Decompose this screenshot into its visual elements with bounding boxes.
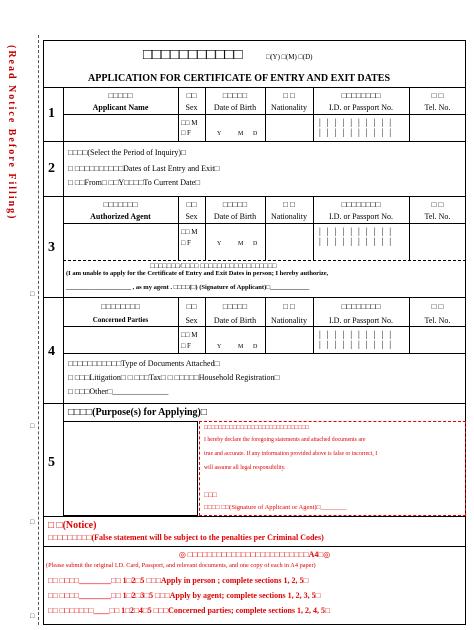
dob-month-label: M <box>238 241 244 247</box>
section-number: 2 <box>48 161 55 176</box>
id-number-boxes[interactable]: |||||||||| <box>319 117 398 127</box>
dob-day-label: D <box>253 344 258 350</box>
authorize-en: (I am unable to apply for the Certificate of Entry and Exit Dates in person; I hereby authorize, <box>66 270 329 277</box>
col-sex-zh: □□ <box>186 91 197 100</box>
documents-options[interactable]: □ □□□Litigation□ □ □□□Tax□ □ □□□□□Household Registration□ <box>68 373 280 382</box>
dob-day-label: D <box>253 131 258 137</box>
col-dob-en: Date of Birth <box>213 212 257 221</box>
col-tel-zh: □ □ <box>431 91 444 100</box>
declaration-en: I hereby declare the foregoing statements and attached documents are <box>204 437 366 443</box>
col-id-en: I.D. or Passport No. <box>329 316 393 325</box>
col-sex-en: Sex <box>185 212 198 221</box>
date-type-options: □(Y) □(M) □(D) <box>266 53 313 61</box>
period-title: □□□□(Select the Period of Inquiry)□ <box>68 148 186 157</box>
dob-day-label: D <box>253 241 258 247</box>
col-id-en: I.D. or Passport No. <box>329 212 393 221</box>
purpose-title: □□□□(Purpose(s) for Applying)□ <box>68 407 207 418</box>
col-tel-en: Tel. No. <box>424 103 451 112</box>
col-name-en: Applicant Name <box>92 103 149 112</box>
documents-other[interactable]: □ □□□Other□______________ <box>68 387 169 396</box>
col-nat-en: Nationality <box>271 212 307 221</box>
sex-male-checkbox[interactable]: □□ M <box>181 228 198 236</box>
notice-line-parties: □□ □□□□□□□____□□ 1□2□4□5 □□□Concerned parties; complete sections 1, 2, 4, 5□ <box>48 606 330 615</box>
sex-male-checkbox[interactable]: □□ M <box>181 119 198 127</box>
side-mark: □ <box>30 612 35 620</box>
section-number: 4 <box>48 344 55 359</box>
period-option-range[interactable]: □ □□From□ □□Y□□□□To Current Date□ <box>68 178 201 187</box>
dob-month-label: M <box>238 344 244 350</box>
col-tel-zh: □ □ <box>431 200 444 209</box>
signature-line[interactable]: □□□□ □□(Signature of Applicant or Agent)□________ <box>204 504 347 511</box>
form-title-zh: □□□□□□□□□□□ <box>143 47 243 63</box>
col-nat-en: Nationality <box>271 103 307 112</box>
id-number-boxes[interactable]: |||||||||| <box>319 226 398 236</box>
section-number: 1 <box>48 106 55 121</box>
col-name-zh: □□□□□ <box>108 91 133 100</box>
rule <box>43 297 466 298</box>
col-nat-en: Nationality <box>271 316 307 325</box>
col-nat-zh: □ □ <box>283 91 295 100</box>
dob-year-label: Y <box>217 344 222 350</box>
sex-male-checkbox[interactable]: □□ M <box>181 331 198 339</box>
col-dob-zh: □□□□□ <box>222 302 248 311</box>
notice-submit-zh: ◎ □□□□□□□□□□□□□□□□□□□□□□□□□A4□◎ <box>178 550 331 559</box>
col-tel-en: Tel. No. <box>424 316 451 325</box>
rule <box>63 260 466 261</box>
signature-label-zh: □□□ <box>204 491 217 499</box>
dob-year-label: Y <box>217 241 222 247</box>
col-sex-zh: □□ <box>186 302 197 311</box>
sex-female-checkbox[interactable]: □ F <box>181 239 191 247</box>
rule <box>43 196 466 197</box>
period-option-last[interactable]: □ □□□□□□□□□□Dates of Last Entry and Exit□ <box>68 164 220 173</box>
rule <box>63 141 64 196</box>
documents-title: □□□□□□□□□□□Type of Documents Attached□ <box>68 359 220 368</box>
notice-title: □ □(Notice) <box>48 520 97 531</box>
col-agent-zh: □□□□□□□ <box>103 200 138 209</box>
rule <box>63 353 466 354</box>
col-party-en: Concerned Parties <box>92 316 149 324</box>
form-title-en: APPLICATION FOR CERTIFICATE OF ENTRY AND EXIT DATES <box>88 73 391 84</box>
rule <box>43 516 466 517</box>
col-party-zh: □□□□□□□□ <box>101 302 140 311</box>
side-mark: □ <box>30 290 35 298</box>
section-number: 3 <box>48 240 55 255</box>
sex-female-checkbox[interactable]: □ F <box>181 342 191 350</box>
col-agent-en: Authorized Agent <box>90 212 151 221</box>
col-id-zh: □□□□□□□□ <box>341 200 381 209</box>
purpose-input[interactable] <box>63 421 198 516</box>
cut-line <box>38 35 39 625</box>
col-sex-en: Sex <box>185 103 198 112</box>
id-number-boxes: |||||||||| <box>319 339 398 349</box>
rule <box>43 403 466 404</box>
col-dob-zh: □□□□□ <box>222 200 248 209</box>
col-nat-zh: □ □ <box>283 302 295 311</box>
agent-signature-line[interactable]: ____________________ , as my agent . □□□□(□) (Signature of Applicant)□____________ <box>66 284 310 291</box>
rule <box>63 223 466 224</box>
side-mark: □ <box>30 422 35 430</box>
notice-submit-en: (Please submit the original I.D. Card, Passport, and relevant documents, and one copy of each in A4 paper) <box>46 562 316 569</box>
col-sex-zh: □□ <box>186 200 197 209</box>
side-notice: (Read Notice Before Filling) <box>6 45 17 221</box>
declaration-zh: □□□□□□□□□□□□□□□□□□□□□□□□□□□□□ <box>204 425 310 431</box>
id-number-boxes: |||||||||| <box>319 236 398 246</box>
id-number-boxes[interactable]: |||||||||| <box>319 329 398 339</box>
rule <box>43 546 466 547</box>
notice-false-statement: □□□□□□□□□(False statement will be subject to the penalties per Criminal Codes) <box>48 533 324 542</box>
declaration-en: will assume all legal responsibility. <box>204 465 286 471</box>
dob-month-label: M <box>238 131 244 137</box>
notice-line-in-person: □□ □□□□________□□ 1□2□5 □□□Apply in person ; complete sections 1, 2, 5□ <box>48 576 309 585</box>
declaration-en: true and accurate. If any information provided above is false or incorrect, I <box>204 451 378 457</box>
sex-female-checkbox[interactable]: □ F <box>181 129 191 137</box>
col-id-zh: □□□□□□□□ <box>341 91 381 100</box>
id-number-boxes: |||||||||| <box>319 127 398 137</box>
col-dob-en: Date of Birth <box>213 316 257 325</box>
notice-line-agent: □□ □□□□________□□ 1□2□3□5 □□□Apply by agent; complete sections 1, 2, 3, 5□ <box>48 591 321 600</box>
section-number: 5 <box>48 455 55 470</box>
side-mark: □ <box>30 518 35 526</box>
col-nat-zh: □ □ <box>283 200 295 209</box>
col-id-en: I.D. or Passport No. <box>329 103 393 112</box>
col-sex-en: Sex <box>185 316 198 325</box>
col-tel-en: Tel. No. <box>424 212 451 221</box>
col-tel-zh: □ □ <box>431 302 444 311</box>
authorize-zh: □□□□□□□/□□□□ □□□□□□□□□□□□□□□□□□ <box>150 262 277 270</box>
dob-year-label: Y <box>217 131 222 137</box>
rule <box>63 114 466 115</box>
rule <box>43 141 466 142</box>
col-id-zh: □□□□□□□□ <box>341 302 381 311</box>
rule <box>63 326 466 327</box>
rule <box>43 87 466 88</box>
col-dob-zh: □□□□□ <box>222 91 248 100</box>
rule <box>63 297 64 403</box>
col-dob-en: Date of Birth <box>213 103 257 112</box>
